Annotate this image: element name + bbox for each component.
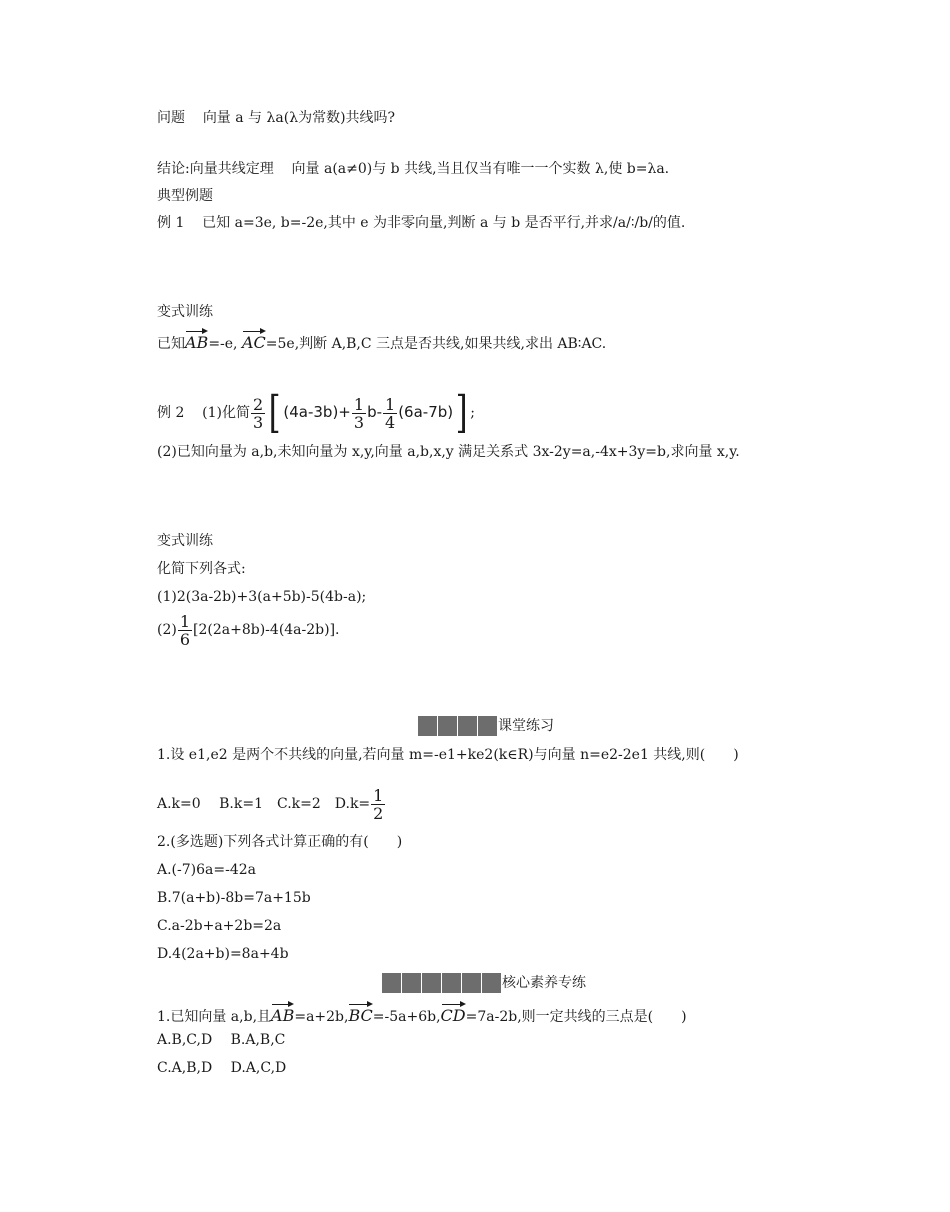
vector-cd: CD <box>441 1002 466 1024</box>
example2-part1-prefix: (1)化简 <box>202 405 251 421</box>
conclusion-text: 向量 a(a≠0)与 b 共线,当且仅当有唯一一个实数 λ,使 b=λa. <box>291 161 670 177</box>
variant2-item2 <box>157 612 340 648</box>
title-block-decoration <box>382 972 502 994</box>
variant2-item1: (1)2(3a-2b)+3(a+5b)-5(4b-a); <box>157 589 367 605</box>
fraction-1-2: $\frac{1}{2}$ <box>373 785 384 823</box>
expr-inner3: (6a-7b) <box>398 403 454 421</box>
classroom-title <box>418 715 554 737</box>
example2-part1-end: ; <box>470 405 475 421</box>
fraction-2-3: $\frac{2}{3}$ <box>253 394 264 432</box>
core-q1-options-cd: C.A,B,D D.A,C,D <box>157 1060 287 1076</box>
vector-bc: BC <box>348 1002 372 1024</box>
core-q1-prefix: 1.已知向量 a,b,且 <box>157 1009 272 1025</box>
left-bracket: [ <box>268 387 281 438</box>
expr-inner2: b- <box>367 403 382 421</box>
conclusion-line <box>157 159 669 179</box>
variant1-prefix: 已知 <box>157 336 185 352</box>
vector-ac: AC <box>242 329 266 351</box>
classroom-q1-options <box>157 786 386 822</box>
core-q1 <box>157 1002 687 1027</box>
variant2-instruction: 化简下列各式: <box>157 561 246 577</box>
question-label: 问题 <box>157 110 185 126</box>
examples-heading: 典型例题 <box>157 188 213 204</box>
classroom-q1: 1.设 e1,e2 是两个不共线的向量,若向量 m=-e1+ke2(k∈R)与向量 n=e2-2e1 共线,则( ) <box>157 747 739 763</box>
variant1-mid2: =5e,判断 A,B,C 三点是否共线,如果共线,求出 AB∶AC. <box>265 336 607 352</box>
variant1-line <box>157 329 606 354</box>
variant2-heading: 变式训练 <box>157 533 213 549</box>
fraction-1-6: $\frac{1}{6}$ <box>179 611 191 649</box>
variant2-item2-rest: [2(2a+8b)-4(4a-2b)]. <box>193 622 340 638</box>
classroom-title-text: 课堂练习 <box>498 718 554 734</box>
classroom-q2-b: B.7(a+b)-8b=7a+15b <box>157 890 311 906</box>
example1-text: 已知 a=3e, b=-2e,其中 e 为非零向量,判断 a 与 b 是否平行,并求/a/∶/b/的值. <box>202 215 686 231</box>
classroom-q2-d: D.4(2a+b)=8a+4b <box>157 946 289 962</box>
fraction-1-3: $\frac{1}{3}$ <box>353 394 365 432</box>
core-q1-mid2: =-5a+6b, <box>372 1009 441 1025</box>
fraction-1-4: $\frac{1}{4}$ <box>385 394 396 432</box>
example2-part2: (2)已知向量为 a,b,未知向量为 x,y,向量 a,b,x,y 满足关系式 3x-2y=a,-4x+3y=b,求向量 x,y. <box>157 444 740 460</box>
example2-label: 例 2 <box>157 405 185 421</box>
vector-ab: AB <box>185 329 208 351</box>
question-line <box>157 108 395 128</box>
example2-part1 <box>157 388 475 437</box>
core-title-text: 核心素养专练 <box>502 975 586 991</box>
core-q1-mid1: =a+2b, <box>294 1009 349 1025</box>
classroom-q1-options-text: A.k=0 B.k=1 C.k=2 D.k= <box>157 796 371 812</box>
classroom-q2-c: C.a-2b+a+2b=2a <box>157 918 282 934</box>
core-title <box>382 972 586 994</box>
classroom-q2-a: A.(-7)6a=-42a <box>157 862 256 878</box>
example1-label: 例 1 <box>157 215 185 231</box>
vector-ab: AB <box>271 1002 294 1024</box>
example1-line <box>157 213 685 233</box>
expr-inner1: (4a-3b)+ <box>283 403 351 421</box>
conclusion-label: 结论:向量共线定理 <box>157 161 274 177</box>
core-q1-mid3: =7a-2b,则一定共线的三点是( ) <box>465 1009 687 1025</box>
variant2-item2-prefix: (2) <box>157 622 177 638</box>
classroom-q2: 2.(多选题)下列各式计算正确的有( ) <box>157 834 403 850</box>
question-text: 向量 a 与 λa(λ为常数)共线吗? <box>202 110 396 126</box>
variant1-heading: 变式训练 <box>157 304 213 320</box>
right-bracket: ] <box>455 387 468 438</box>
core-q1-options-ab: A.B,C,D B.A,B,C <box>157 1032 286 1048</box>
variant1-mid1: =-e, <box>208 336 238 352</box>
title-block-decoration <box>418 715 498 737</box>
